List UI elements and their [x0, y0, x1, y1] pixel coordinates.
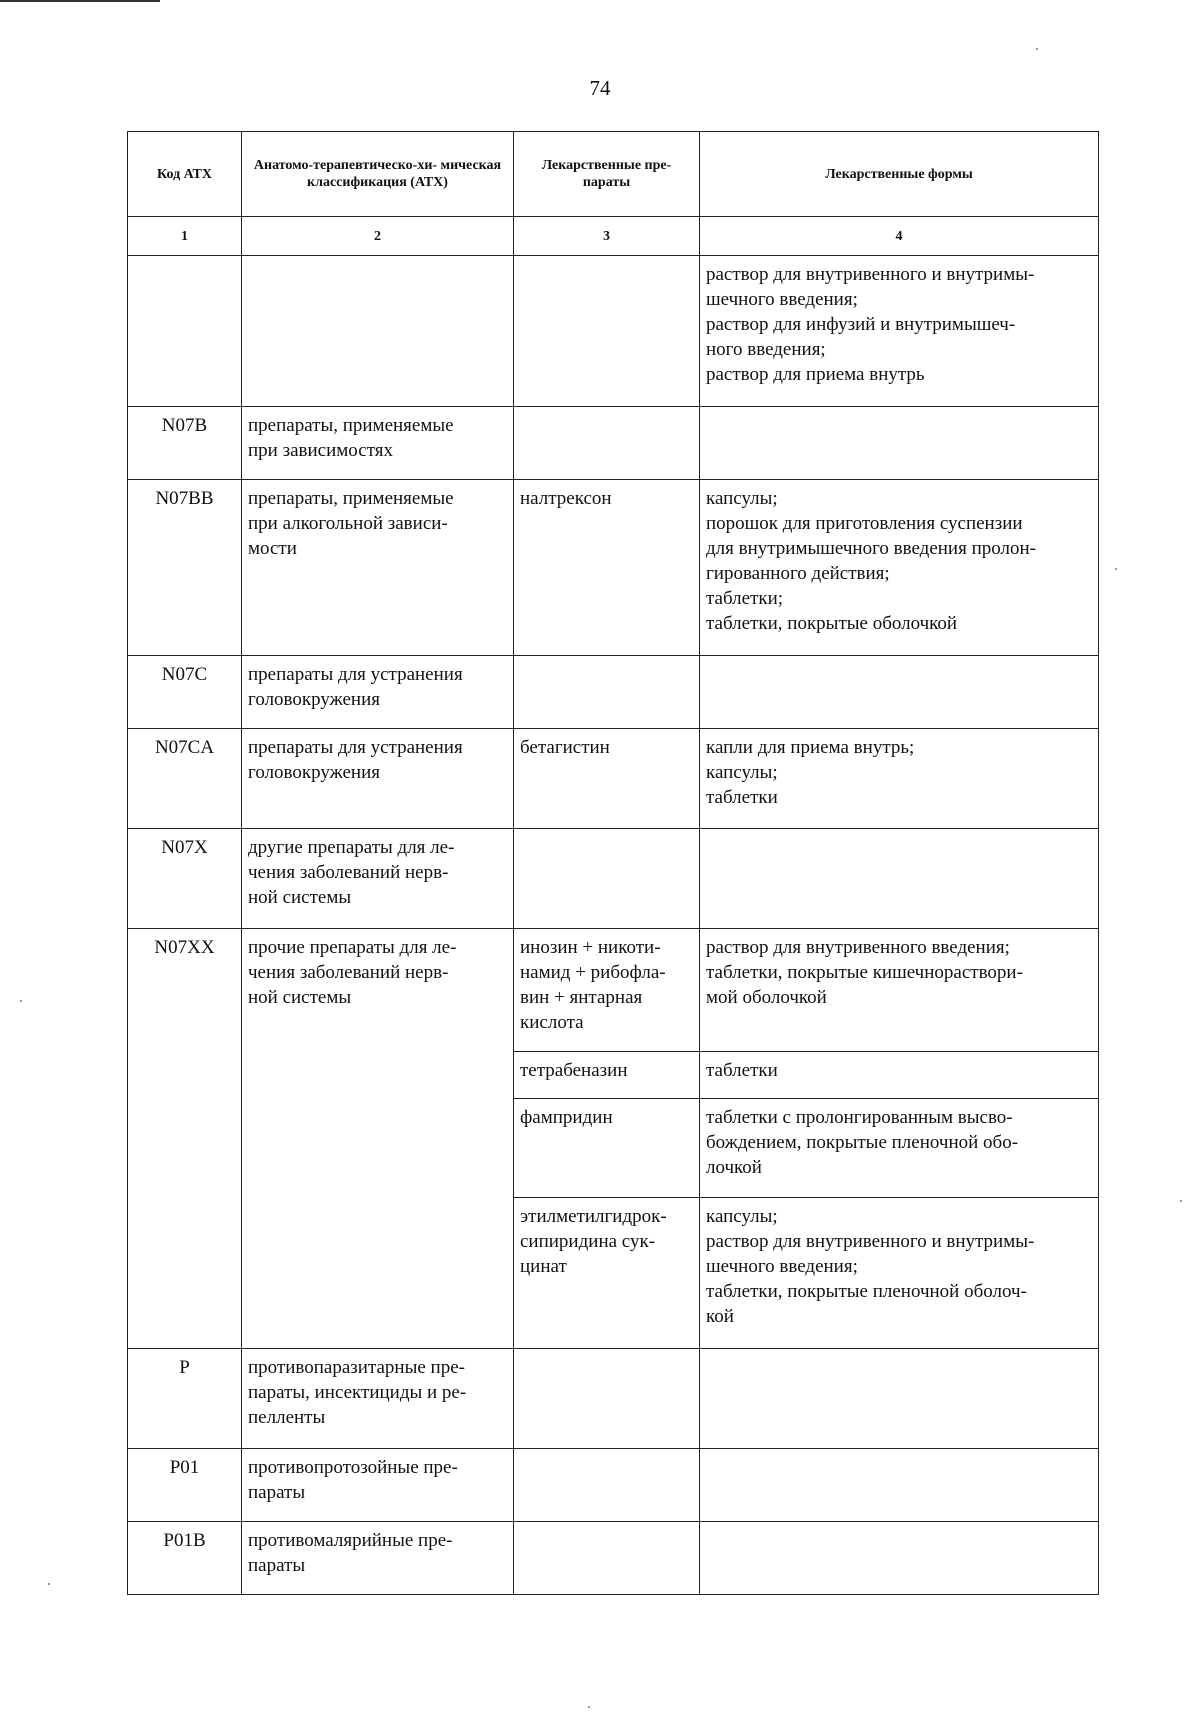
dosage-forms-cell — [700, 1449, 1099, 1522]
dosage-forms-cell: капсулы; раствор для внутривенного и внутримы- шечного введения; таблетки, покрытые пленочной оболоч- кой — [700, 1198, 1099, 1349]
drug-cell: бетагистин — [514, 729, 700, 829]
dosage-forms-cell — [700, 407, 1099, 480]
dosage-forms-cell: раствор для внутривенного введения; таблетки, покрытые кишечнораствори- мой оболочкой — [700, 929, 1099, 1052]
scan-top-rule — [0, 0, 160, 2]
atc-code-cell: N07XX — [128, 929, 242, 1349]
atc-code-cell — [128, 256, 242, 407]
atc-code-cell: P — [128, 1349, 242, 1449]
classification-cell: противопаразитарные пре- параты, инсектициды и ре- пелленты — [242, 1349, 514, 1449]
scan-speck — [20, 1000, 22, 1002]
dosage-forms-cell — [700, 1349, 1099, 1449]
classification-cell: препараты, применяемые при зависимостях — [242, 407, 514, 480]
drug-cell — [514, 1349, 700, 1449]
table-row — [128, 829, 1099, 929]
column-number: 4 — [700, 217, 1099, 256]
drug-cell: фампридин — [514, 1099, 700, 1198]
dosage-forms-cell — [700, 656, 1099, 729]
header-drugs: Лекарственные пре- параты — [514, 132, 700, 217]
table-row — [128, 656, 1099, 729]
atc-code-cell: N07CA — [128, 729, 242, 829]
dosage-forms-cell: раствор для внутривенного и внутримы- шечного введения; раствор для инфузий и внутримышеч- ного введения; раствор для приема внутрь — [700, 256, 1099, 407]
table-row — [128, 729, 1099, 829]
column-number: 1 — [128, 217, 242, 256]
dosage-forms-cell: капли для приема внутрь; капсулы; таблетки — [700, 729, 1099, 829]
table-row — [128, 480, 1099, 656]
drug-cell — [514, 256, 700, 407]
drug-cell: налтрексон — [514, 480, 700, 656]
classification-cell: прочие препараты для ле- чения заболеваний нерв- ной системы — [242, 929, 514, 1349]
dosage-forms-cell — [700, 1522, 1099, 1595]
classification-cell: препараты для устранения головокружения — [242, 656, 514, 729]
table-row — [128, 256, 1099, 407]
column-number: 2 — [242, 217, 514, 256]
drug-cell — [514, 829, 700, 929]
table-row — [128, 1449, 1099, 1522]
dosage-forms-cell: таблетки с пролонгированным высво- бождением, покрытые пленочной обо- лочкой — [700, 1099, 1099, 1198]
atc-code-cell: N07BB — [128, 480, 242, 656]
column-number: 3 — [514, 217, 700, 256]
classification-cell: другие препараты для ле- чения заболеваний нерв- ной системы — [242, 829, 514, 929]
column-number-row — [128, 217, 1099, 256]
atc-drug-table — [127, 131, 1099, 1595]
atc-code-cell: P01 — [128, 1449, 242, 1522]
drug-cell: тетрабеназин — [514, 1052, 700, 1099]
drug-cell: инозин + никоти- намид + рибофла- вин + янтарная кислота — [514, 929, 700, 1052]
atc-code-cell: N07X — [128, 829, 242, 929]
classification-cell: противопротозойные пре- параты — [242, 1449, 514, 1522]
atc-code-cell: P01B — [128, 1522, 242, 1595]
scan-speck — [48, 1583, 50, 1585]
classification-cell: препараты для устранения головокружения — [242, 729, 514, 829]
table-row — [128, 1349, 1099, 1449]
table-row — [128, 929, 1099, 1052]
dosage-forms-cell: капсулы; порошок для приготовления суспензии для внутримышечного введения пролон- гированного действия; таблетки; таблетки, покрытые оболочкой — [700, 480, 1099, 656]
atc-code-cell: N07B — [128, 407, 242, 480]
table-row — [128, 407, 1099, 480]
scan-speck — [1036, 48, 1038, 50]
drug-cell — [514, 1522, 700, 1595]
scan-speck — [588, 1706, 590, 1708]
drug-cell: этилметилгидрок- сипиридина сук- цинат — [514, 1198, 700, 1349]
drug-cell — [514, 656, 700, 729]
atc-code-cell: N07C — [128, 656, 242, 729]
scan-speck — [1115, 568, 1117, 570]
dosage-forms-cell — [700, 829, 1099, 929]
drug-cell — [514, 407, 700, 480]
classification-cell: препараты, применяемые при алкогольной зависи- мости — [242, 480, 514, 656]
classification-cell: противомалярийные пре- параты — [242, 1522, 514, 1595]
classification-cell — [242, 256, 514, 407]
table-row — [128, 1522, 1099, 1595]
page-number: 74 — [589, 76, 611, 100]
drug-cell — [514, 1449, 700, 1522]
table-header-row — [128, 132, 1099, 217]
header-atc-code: Код АТХ — [128, 132, 242, 217]
header-atc-classification: Анатомо-терапевтическо-хи- мическая классификация (АТХ) — [242, 132, 514, 217]
header-dosage-forms: Лекарственные формы — [700, 132, 1099, 217]
dosage-forms-cell: таблетки — [700, 1052, 1099, 1099]
scan-speck — [1180, 1200, 1182, 1202]
